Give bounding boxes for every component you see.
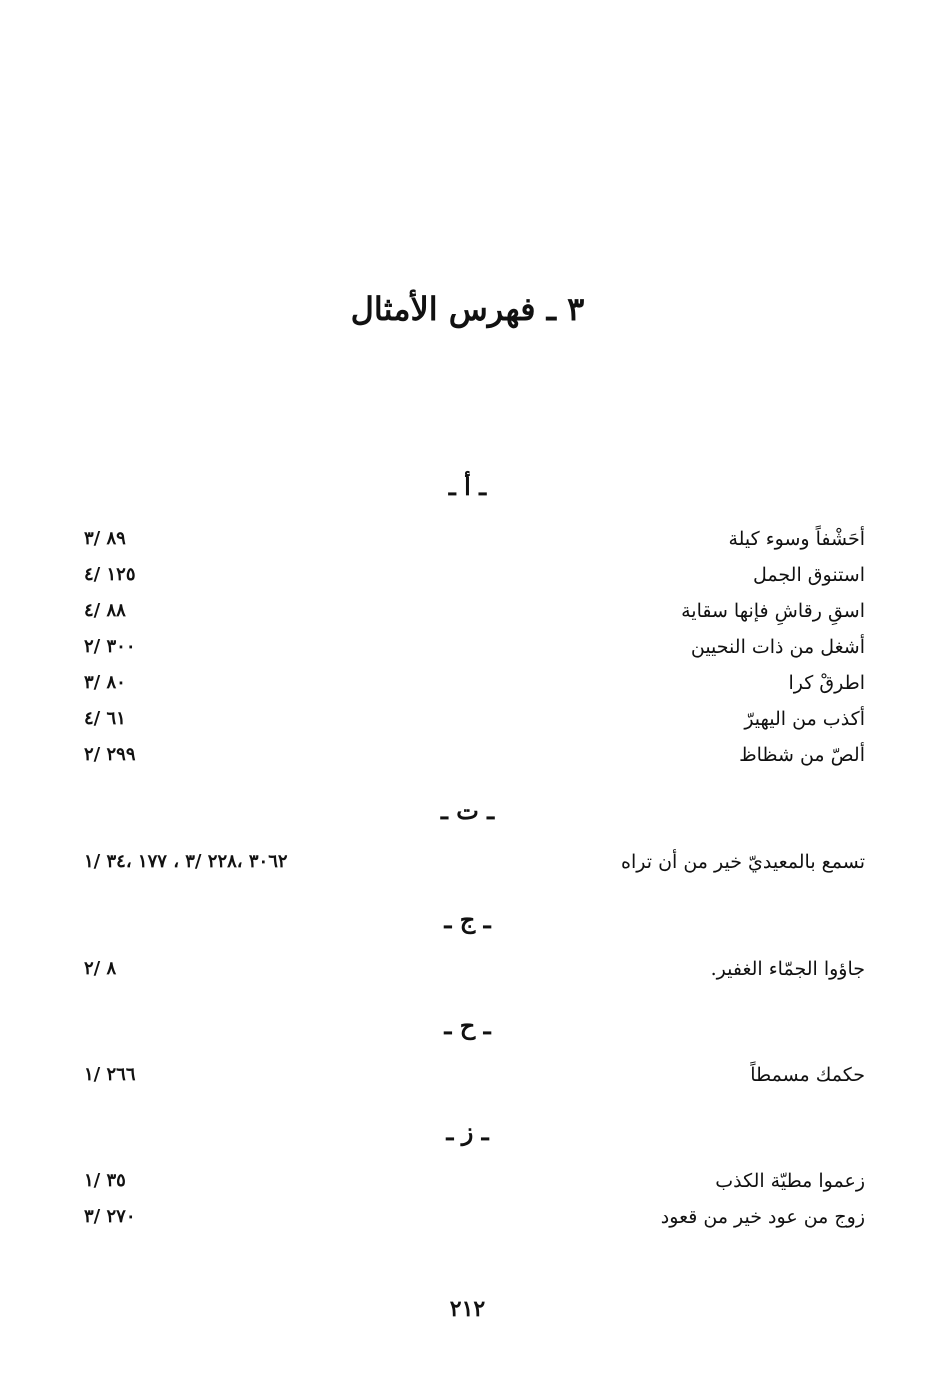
- entry-refs: ٢/ ٢٩٩: [84, 744, 136, 765]
- index-entry: [0, 1170, 935, 1204]
- section-letter-alif: ـ أ ـ: [448, 472, 487, 501]
- entry-proverb: استنوق الجمل: [753, 564, 865, 586]
- entry-proverb: أشغل من ذات النحيين: [690, 636, 865, 658]
- entry-refs: ٣/ ٨٠: [84, 672, 126, 693]
- entry-proverb: أكذب من اليهيرّ: [744, 708, 865, 730]
- section-letter-jim: ـ ج ـ: [444, 905, 491, 934]
- section-letter-ta: ـ ت ـ: [440, 796, 495, 825]
- entry-proverb: جاؤوا الجمّاء الغفير.: [710, 958, 865, 980]
- page-number: ٢١٢: [449, 1296, 486, 1322]
- page-title: ٣ ـ فهرس الأمثال: [350, 290, 585, 328]
- section-letter-ha: ـ ح ـ: [444, 1011, 491, 1040]
- entry-refs: ٢/ ٣٠٠: [84, 636, 136, 657]
- entry-proverb: زوج من عود خير من قعود: [660, 1206, 865, 1228]
- index-entry: [0, 564, 935, 598]
- entry-proverb: أحَشْفاً وسوء كيلة: [728, 528, 865, 550]
- entry-refs: ٢/ ٨: [84, 958, 117, 979]
- index-entry: [0, 600, 935, 634]
- entry-proverb: زعموا مطيّة الكذب: [715, 1170, 865, 1192]
- index-entry: [0, 708, 935, 742]
- entry-refs: ١/ ٢٦٦: [84, 1064, 136, 1085]
- entry-refs: ٤/ ١٢٥: [84, 564, 136, 585]
- entry-refs: ٣/ ٨٩: [84, 528, 126, 549]
- entry-refs: ٣/ ٢٧٠: [84, 1206, 136, 1227]
- entry-proverb: تسمع بالمعيديّ خير من أن تراه: [621, 851, 865, 873]
- index-entry: [0, 958, 935, 992]
- index-entry: [0, 1064, 935, 1098]
- index-entry: [0, 672, 935, 706]
- entry-proverb: ألصّ من شظاظ: [739, 744, 865, 766]
- entry-proverb: اطرقْ كرا: [788, 672, 865, 694]
- index-entry: [0, 636, 935, 670]
- index-entry: [0, 1206, 935, 1240]
- entry-proverb: اسقِ رقاشِ فإنها سقاية: [681, 600, 865, 622]
- entry-refs: ١/ ٣٤، ١٧٧ ، ٣/ ٢٢٨، ٣٠٦٢: [84, 851, 288, 872]
- index-entry: [0, 744, 935, 778]
- entry-proverb: حكمك مسمطاً: [750, 1064, 865, 1086]
- entry-refs: ١/ ٣٥: [84, 1170, 126, 1191]
- entry-refs: ٤/ ٨٨: [84, 600, 126, 621]
- index-entry: [0, 528, 935, 562]
- entry-refs: ٤/ ٦١: [84, 708, 126, 729]
- section-letter-zay: ـ ز ـ: [446, 1117, 489, 1146]
- index-entry: [0, 851, 935, 885]
